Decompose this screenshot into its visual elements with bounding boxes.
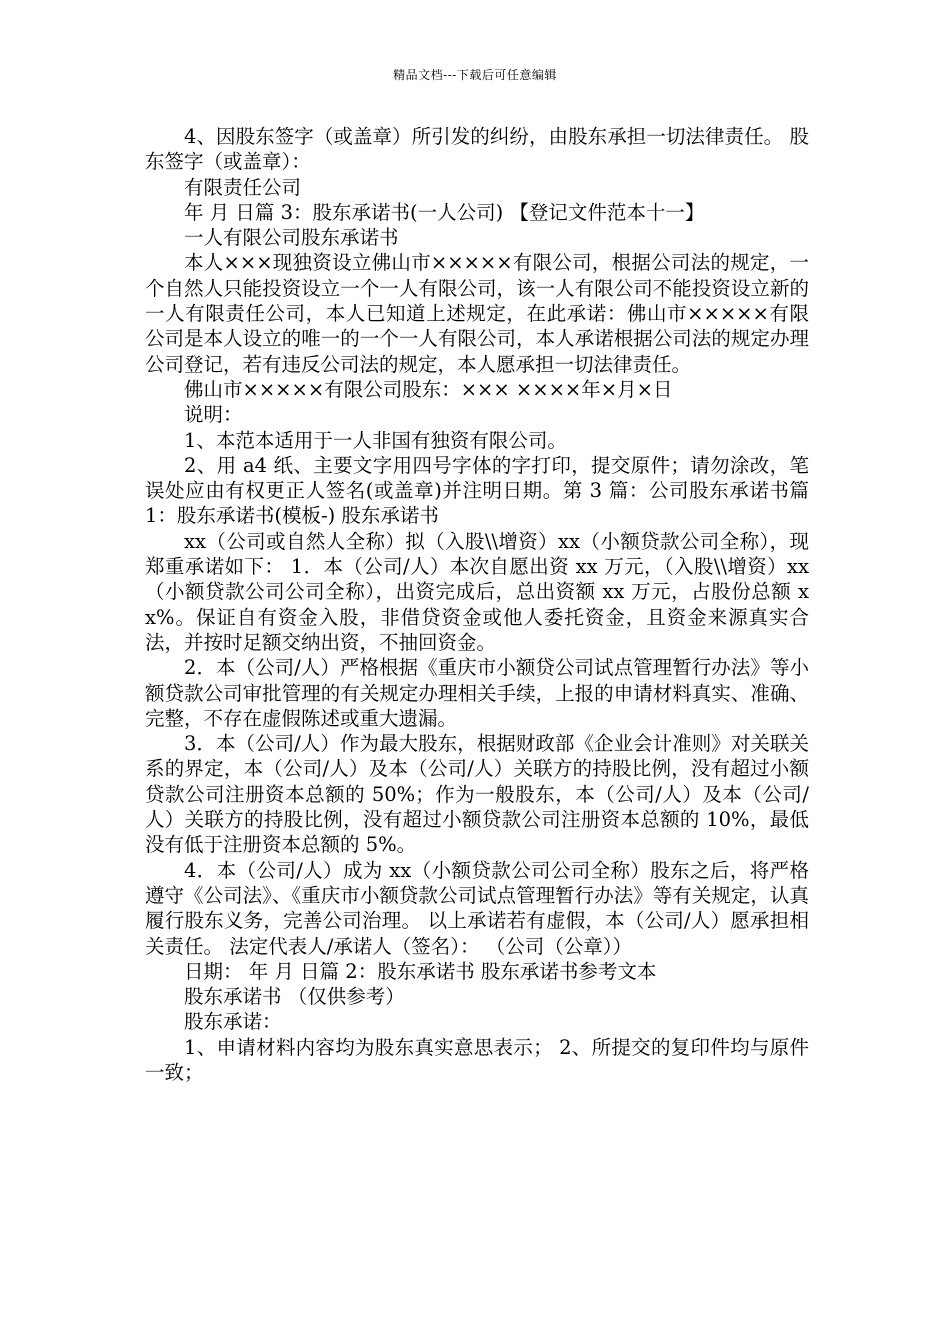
paragraph: 1、本范本适用于一人非国有独资有限公司。 [184,428,567,452]
paragraph: 4、因股东签字（或盖章）所引发的纠纷，由股东承担一切法律责任。 股东签字（或盖章）： [145,125,809,174]
paragraph: 4．本（公司/人）成为 xx（小额贷款公司公司全称）股东之后，将严格遵守《公司法》、《重庆市小额贷款公司试点管理暂行办法》等有关规定，认真履行股东义务，完善公司治理。 以上承诺若有虚假，本（公司/人）愿承担相关责任。 法定代表人/承诺人（签名）： （公司（公章）） [145,858,809,958]
paragraph: 一人有限公司股东承诺书 [184,226,399,250]
paragraph: 股东承诺： [184,1010,282,1034]
paragraph: 3．本（公司/人）作为最大股东，根据财政部《企业会计准则》对关联关系的界定，本（公司/人）及本（公司/人）关联方的持股比例，没有超过小额贷款公司注册资本总额的 50%；作为一般股东，本（公司/人）及本（公司/人）关联方的持股比例，没有超过小额贷款公司注册资本总额的 10%，最低没有低于注册资本总额的 5%。 [145,732,809,857]
paragraph: xx（公司或自然人全称）拟（入股\\增资）xx（小额贷款公司全称），现郑重承诺如下： 1．本（公司/人）本次自愿出资 xx 万元，（入股\\增资）xx（小额贷款公司公司全称），出资完成后，总出资额 xx 万元，占股份总额 xx%。保证自有资金入股，非借贷资金或他人委托资金，且资金来源真实合法，并按时足额交纳出资，不抽回资金。 [145,529,809,654]
paragraph: 佛山市×××××有限公司股东：××× ××××年×月×日 [184,377,673,401]
paragraph: 有限责任公司 [184,175,302,199]
paragraph: 2、用 a4 纸、主要文字用四号字体的字打印，提交原件；请勿涂改，笔误处应由有权更正人签名(或盖章)并注明日期。第 3 篇：公司股东承诺书篇 1：股东承诺书(模板-) 股东承诺书 [145,453,809,528]
paragraph: 2．本（公司/人）严格根据《重庆市小额贷公司试点管理暂行办法》等小额贷款公司审批管理的有关规定办理相关手续，上报的申请材料真实、准确、完整，不存在虚假陈述或重大遗漏。 [145,656,809,730]
paragraph: 日期： 年 月 日篇 2：股东承诺书 股东承诺书参考文本 [184,959,657,983]
paragraph: 股东承诺书 （仅供参考） [184,985,405,1009]
paragraph: 本人×××现独资设立佛山市×××××有限公司，根据公司法的规定，一个自然人只能投资设立一个一人有限公司，该一人有限公司不能投资设立新的一人有限责任公司，本人已知道上述规定，在此承诺：佛山市×××××有限公司是本人设立的唯一的一个一人有限公司，本人承诺根据公司法的规定办理公司登记，若有违反公司法的规定，本人愿承担一切法律责任。 [145,251,809,376]
paragraph: 说明： [184,403,243,427]
page-header: 精品文档---下载后可任意编辑 [393,68,557,82]
document-body [145,124,809,1085]
paragraph: 年 月 日篇 3：股东承诺书(一人公司) 【登记文件范本十一】 [184,200,705,224]
paragraph: 1、申请材料内容均为股东真实意思表示； 2、所提交的复印件均与原件一致； [145,1035,809,1084]
